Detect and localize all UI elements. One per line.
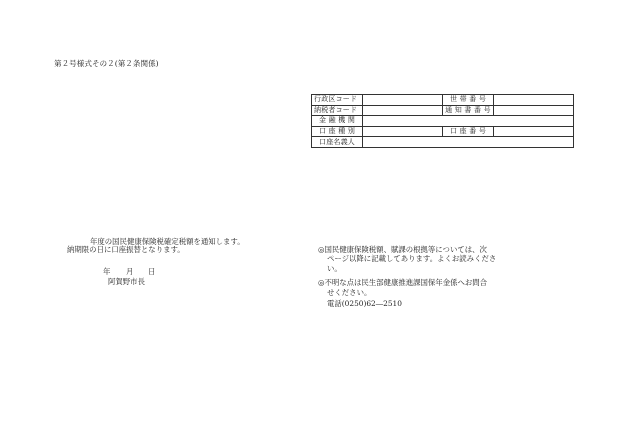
table-row	[312, 137, 574, 148]
date-day: 日	[148, 267, 156, 276]
notice-line-2: 納期限の日に口座振替となります。	[67, 245, 185, 254]
mayor-signature: 阿賀野市長	[108, 277, 145, 286]
account-type-value	[363, 126, 443, 137]
account-no-value	[494, 126, 574, 137]
table-row	[312, 116, 574, 127]
note-1-line-2: ページ以降に記載してあります。よくお読みくださ	[327, 254, 497, 263]
bank-label: 金 融 機 関	[312, 116, 363, 127]
account-holder-label: 口座名義人	[312, 137, 363, 148]
notice-no-label: 通 知 書 番 号	[443, 105, 494, 116]
note-2-line-2: せください。	[327, 288, 372, 297]
household-no-value	[494, 95, 574, 106]
notice-line-1: 年度の国民健康保険税確定税額を通知します。	[90, 237, 245, 246]
date-year: 年	[103, 267, 111, 276]
note-1-line-3: い。	[327, 264, 342, 273]
table-row	[312, 126, 574, 137]
account-holder-value	[363, 137, 574, 148]
note-1-line-1: ◎国民健康保険税額、賦課の根拠等については、次	[318, 245, 487, 254]
admin-code-value	[363, 95, 443, 106]
taxpayer-code-value	[363, 105, 443, 116]
bank-value	[363, 116, 574, 127]
info-table	[311, 94, 574, 148]
taxpayer-code-label: 納税者コード	[312, 105, 363, 116]
date-month: 月	[126, 267, 134, 276]
form-title: 第２号様式その２(第２条関係)	[54, 59, 159, 68]
table-row	[312, 105, 574, 116]
table-row	[312, 95, 574, 106]
admin-code-label: 行政区コード	[312, 95, 363, 106]
household-no-label: 世 帯 番 号	[443, 95, 494, 106]
account-type-label: 口 座 種 別	[312, 126, 363, 137]
contact-phone: 電話(0250)62―2510	[327, 299, 402, 308]
account-no-label: 口 座 番 号	[443, 126, 494, 137]
notice-no-value	[494, 105, 574, 116]
note-2-line-1: ◎不明な点は民生部健康推進課国保年金係へお問合	[318, 278, 488, 287]
